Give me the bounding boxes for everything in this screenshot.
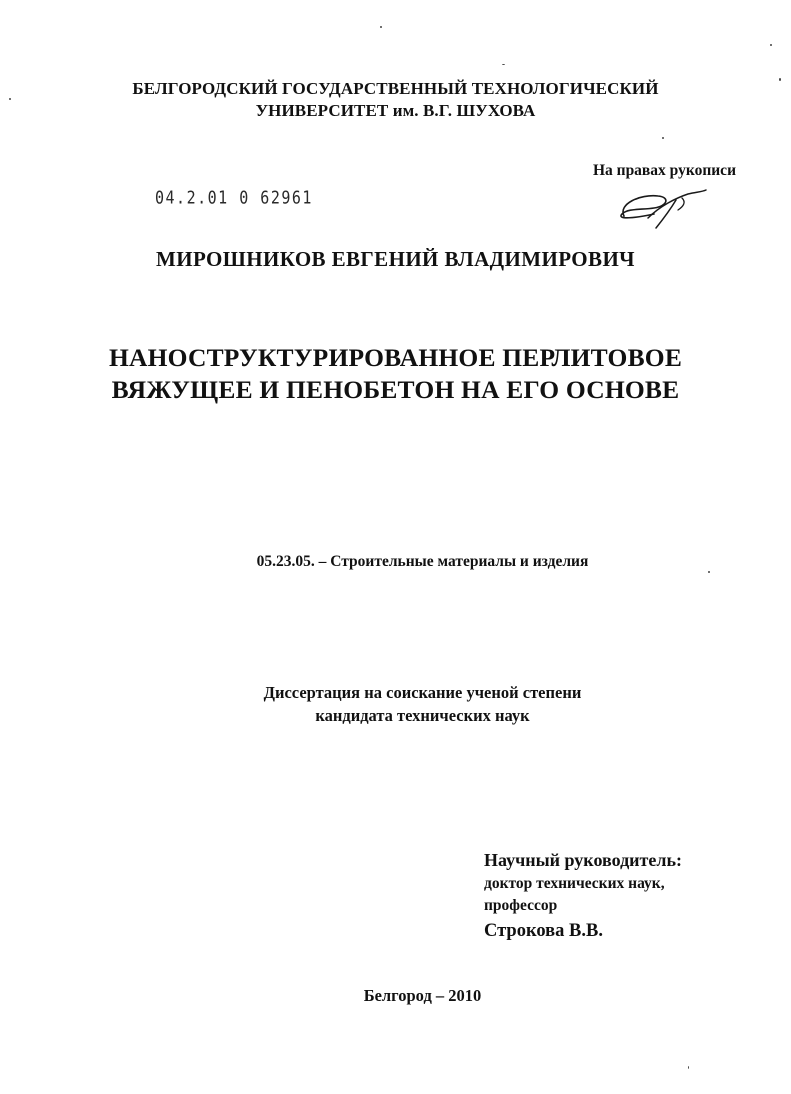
dissertation-line-2: кандидата технических наук xyxy=(315,706,530,725)
university-line-1: БЕЛГОРОДСКИЙ ГОСУДАРСТВЕННЫЙ ТЕХНОЛОГИЧЕСКИЙ xyxy=(132,79,659,98)
specialty-code: 05.23.05. – Строительные материалы и изделия xyxy=(256,553,589,570)
supervisor-rank: профессор xyxy=(484,897,558,914)
scan-speck xyxy=(779,78,781,81)
scan-speck xyxy=(770,44,772,46)
signature-icon xyxy=(610,184,710,232)
supervisor-heading: Научный руководитель: xyxy=(484,850,682,870)
thesis-title-line-2: ВЯЖУЩЕЕ И ПЕНОБЕТОН НА ЕГО ОСНОВЕ xyxy=(111,375,680,404)
manuscript-note: На правах рукописи xyxy=(592,162,736,179)
supervisor-name: Строкова В.В. xyxy=(484,921,603,941)
university-header xyxy=(0,78,791,122)
supervisor-block xyxy=(484,848,682,945)
thesis-title xyxy=(0,342,791,406)
scan-speck xyxy=(502,64,505,65)
scan-speck xyxy=(9,98,11,100)
scan-speck xyxy=(688,1066,689,1069)
dissertation-line-1: Диссертация на соискание ученой степени xyxy=(263,683,582,702)
author-name: МИРОШНИКОВ ЕВГЕНИЙ ВЛАДИМИРОВИЧ xyxy=(155,247,635,271)
scan-speck xyxy=(662,137,664,139)
supervisor-degree: доктор технических наук, xyxy=(484,875,665,892)
scan-speck xyxy=(380,26,382,28)
university-line-2: УНИВЕРСИТЕТ им. В.Г. ШУХОВА xyxy=(255,101,536,120)
scan-speck xyxy=(708,571,710,573)
dissertation-description xyxy=(0,681,791,727)
city-year: Белгород – 2010 xyxy=(363,986,482,1005)
thesis-title-line-1: НАНОСТРУКТУРИРОВАННОЕ ПЕРЛИТОВОЕ xyxy=(108,343,683,372)
registry-stamp: 04.2.01 0 62961 xyxy=(155,187,313,209)
